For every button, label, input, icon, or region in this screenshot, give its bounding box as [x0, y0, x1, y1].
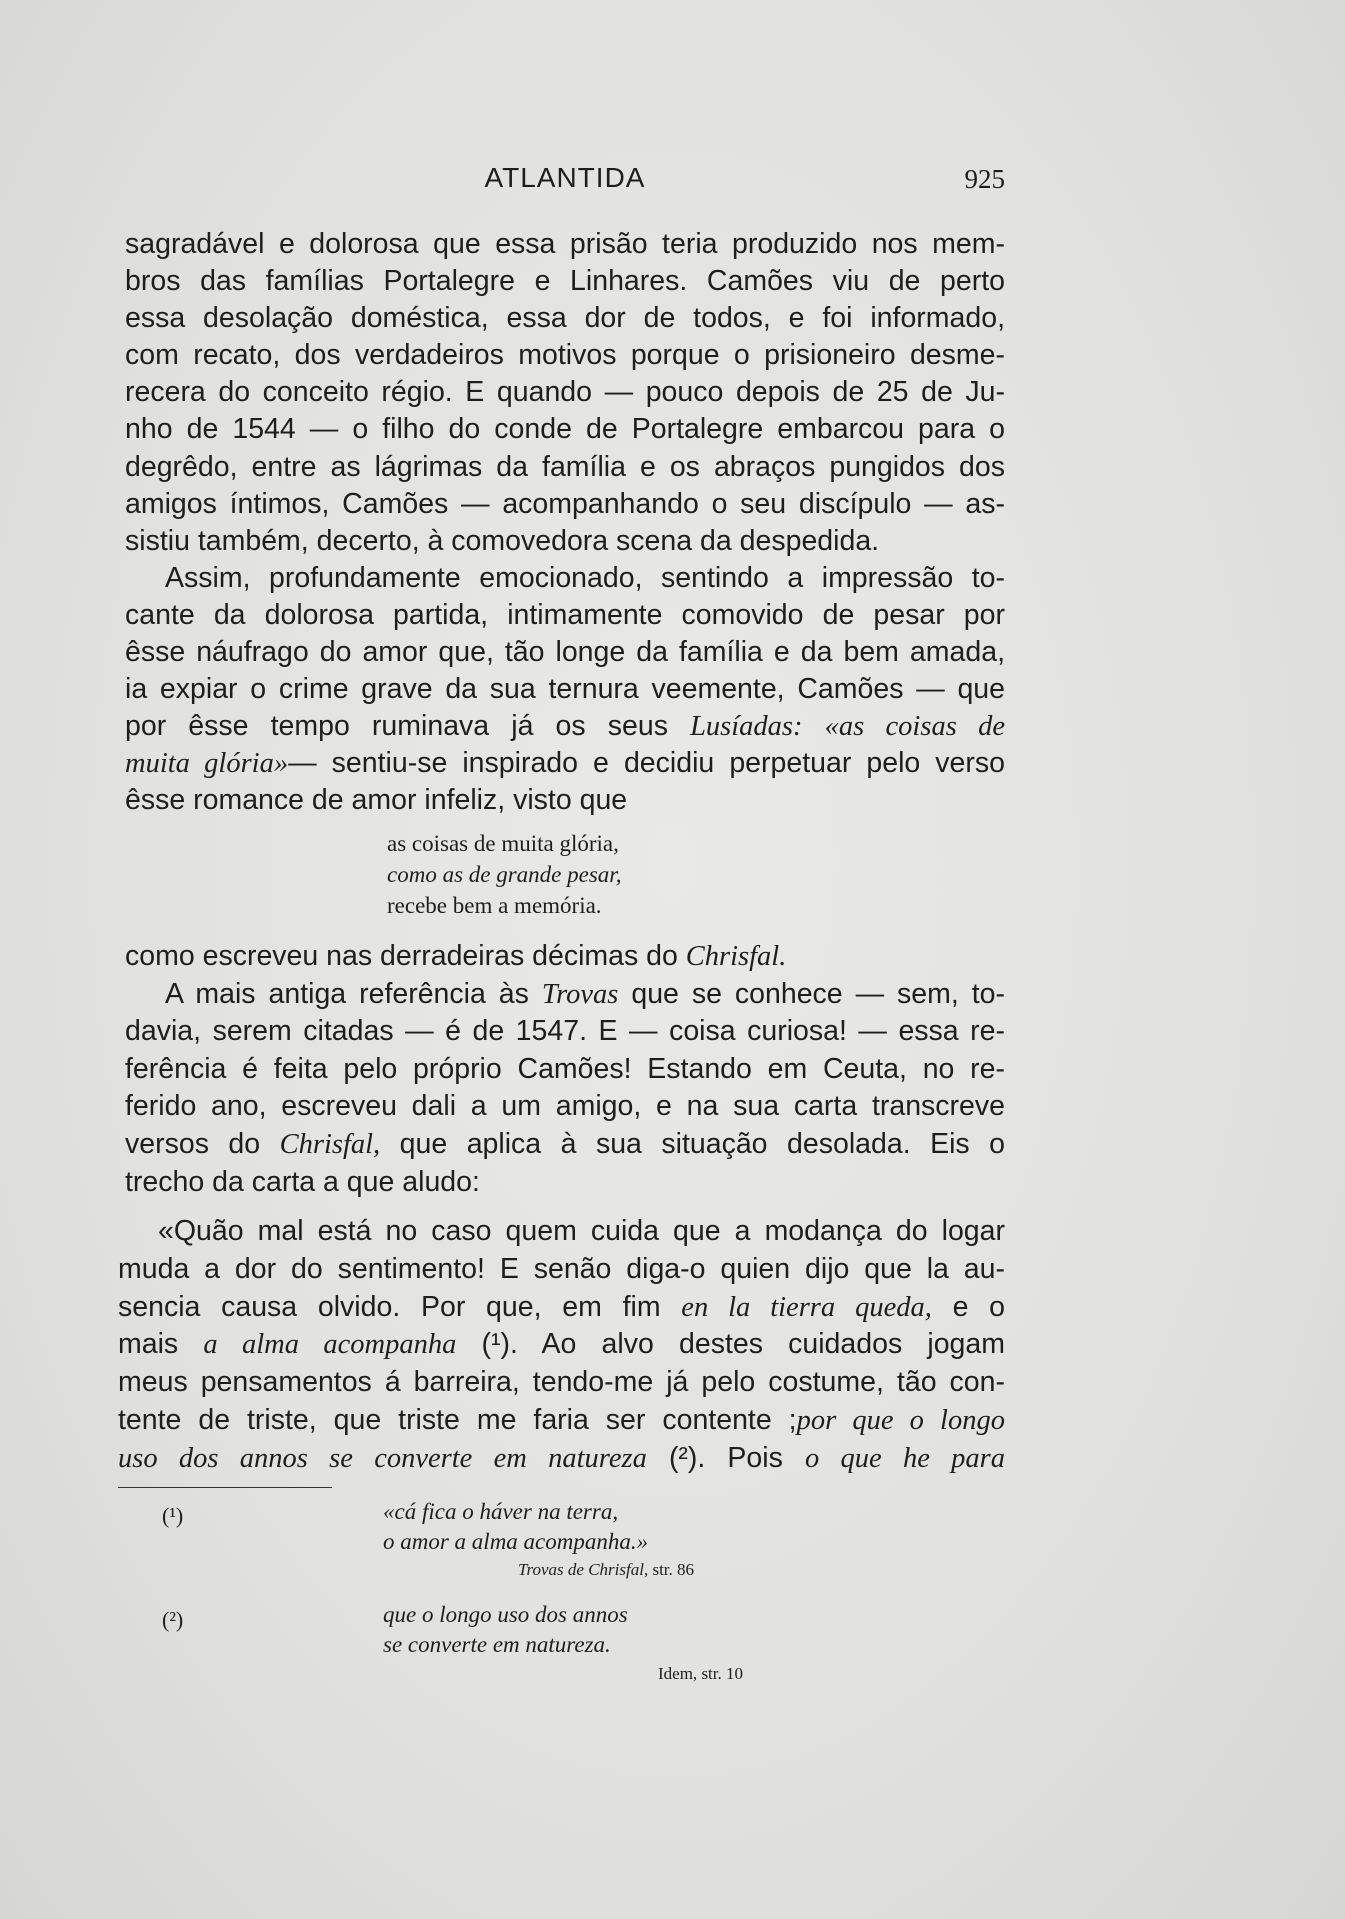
- running-title: ATLANTIDA: [484, 162, 646, 193]
- text-line: [118, 1440, 1005, 1478]
- text-line: trecho da carta a que aludo:: [125, 1165, 480, 1198]
- text-line: [125, 938, 1005, 976]
- footnote-line: que o longo uso dos annos: [383, 1602, 628, 1627]
- text-line: [118, 1326, 1005, 1364]
- book-title-chrisfal: Chrisfal.: [685, 941, 787, 972]
- text-span: A mais antiga referência às: [165, 977, 529, 1010]
- book-title-trovas: Trovas: [541, 978, 619, 1010]
- text-span: Pois: [727, 1441, 783, 1474]
- text-span: que se conhece — sem, to-: [631, 977, 1006, 1010]
- italic-quote: muita glória»: [125, 748, 289, 780]
- text-line: ferido ano, escreveu dali a um amigo, e na sua carta transcreve: [125, 1090, 1005, 1123]
- footnote-mark: (¹): [162, 1503, 184, 1528]
- text-line: muda a dor do sentimento! E senão diga-o quien dijo que la au-: [118, 1252, 1005, 1285]
- text-span: Ao alvo destes cuidados jogam: [541, 1328, 1005, 1361]
- text-line: [118, 1402, 1005, 1440]
- footnote-line: o amor a alma acompanha.»: [383, 1529, 649, 1554]
- text-line: [125, 708, 1005, 745]
- text-span: — sentiu-se inspirado e decidiu perpetuar pelo verso: [288, 747, 1005, 780]
- footnote-1: [383, 1497, 823, 1557]
- text-line: ferência é feita pelo próprio Camões! Estando em Ceuta, no re-: [125, 1052, 1005, 1085]
- footnote-ref: (²).: [668, 1441, 706, 1474]
- text-line: [125, 745, 1005, 782]
- verse-line: como as de grande pesar,: [387, 862, 622, 887]
- text-line: recera do conceito régio. E quando — pouco depois de 25 de Ju-: [125, 376, 1005, 409]
- text-line: nho de 1544 — o filho do conde de Portalegre embarcou para o: [125, 413, 1005, 446]
- text-span: que aplica à sua situação desolada. Eis o: [399, 1127, 1006, 1160]
- verse-quote: [387, 828, 907, 921]
- text-line: [125, 1126, 1005, 1164]
- text-span: sencia causa olvido. Por que, em fim: [118, 1290, 661, 1323]
- text-line: sagradável e dolorosa que essa prisão teria produzido nos mem-: [125, 228, 1005, 260]
- footnote-divider: [118, 1487, 332, 1488]
- text-span: e o: [952, 1290, 1006, 1323]
- text-span: por êsse tempo ruminava já os seus: [125, 710, 668, 743]
- page-number: 925: [964, 164, 1005, 194]
- text-span: mais: [118, 1328, 179, 1361]
- text-line: ia expiar o crime grave da sua ternura veemente, Camões — que: [125, 673, 1005, 706]
- footnote-line: se converte em natureza.: [383, 1632, 611, 1657]
- main-text: [125, 226, 1005, 820]
- text-line: essa desolação doméstica, essa dor de todos, e foi informado,: [125, 302, 1005, 335]
- text-line: degrêdo, entre as lágrimas da família e os abraços pungidos dos: [125, 450, 1005, 483]
- footnote-mark: (²): [162, 1607, 184, 1632]
- text-line: êsse romance de amor infeliz, visto que: [125, 784, 628, 817]
- text-line: [125, 976, 1005, 1014]
- text-line: cante da dolorosa partida, intimamente comovido de pesar por: [125, 598, 1005, 631]
- footnote-ref: (¹).: [481, 1328, 518, 1361]
- main-text-continued: [125, 938, 1005, 1201]
- text-line: êsse náufrago do amor que, tão longe da família e da bem amada,: [125, 636, 1005, 669]
- footnote-2: [383, 1600, 823, 1660]
- text-line: sistiu também, decerto, à comovedora scena da despedida.: [125, 524, 880, 557]
- footnote-source: [658, 1664, 743, 1684]
- text-line: Assim, profundamente emocionado, sentindo a impressão to-: [165, 561, 1005, 594]
- text-line: meus pensamentos á barreira, tendo-me já pelo costume, tão con-: [118, 1366, 1005, 1399]
- footnote-line: «cá fica o háver na terra,: [383, 1499, 619, 1524]
- text-span: tente de triste, que triste me faria ser contente ;: [118, 1403, 797, 1436]
- italic-quote: o que he para: [804, 1442, 1006, 1474]
- book-title-chrisfal: Chrisfal,: [279, 1128, 381, 1160]
- footnote-source: [518, 1560, 694, 1580]
- book-title-lusiadas: Lusíadas:: [690, 711, 803, 743]
- source-title: Trovas de Chrisfal,: [518, 1560, 649, 1579]
- page-header: [125, 160, 1005, 200]
- source-title: Idem,: [658, 1664, 698, 1683]
- italic-quote: uso dos annos se converte em natureza: [118, 1442, 647, 1474]
- letter-quote: [118, 1213, 1005, 1478]
- text-span: como escreveu nas derradeiras décimas do: [125, 940, 678, 972]
- text-line: [118, 1289, 1005, 1327]
- source-ref: str. 10: [701, 1664, 743, 1683]
- text-line: com recato, dos verdadeiros motivos porque o prisioneiro desme-: [125, 339, 1005, 372]
- text-line: «Quão mal está no caso quem cuida que a modança do logar: [158, 1215, 1005, 1247]
- italic-quote: por que o longo: [796, 1404, 1005, 1436]
- text-span: versos do: [125, 1127, 261, 1160]
- verse-line: as coisas de muita glória,: [387, 831, 619, 856]
- text-line: bros das famílias Portalegre e Linhares. Camões viu de perto: [125, 265, 1005, 298]
- text-line: amigos íntimos, Camões — acompanhando o seu discípulo — as-: [125, 487, 1005, 520]
- verse-line: recebe bem a memória.: [387, 893, 602, 918]
- italic-quote: a alma acompanha: [203, 1329, 457, 1361]
- italic-quote: «as coisas de: [824, 711, 1005, 743]
- italic-quote: en la tierra queda,: [681, 1291, 932, 1323]
- text-line: davia, serem citadas — é de 1547. E — coisa curiosa! — essa re-: [125, 1015, 1005, 1048]
- source-ref: str. 86: [652, 1560, 695, 1579]
